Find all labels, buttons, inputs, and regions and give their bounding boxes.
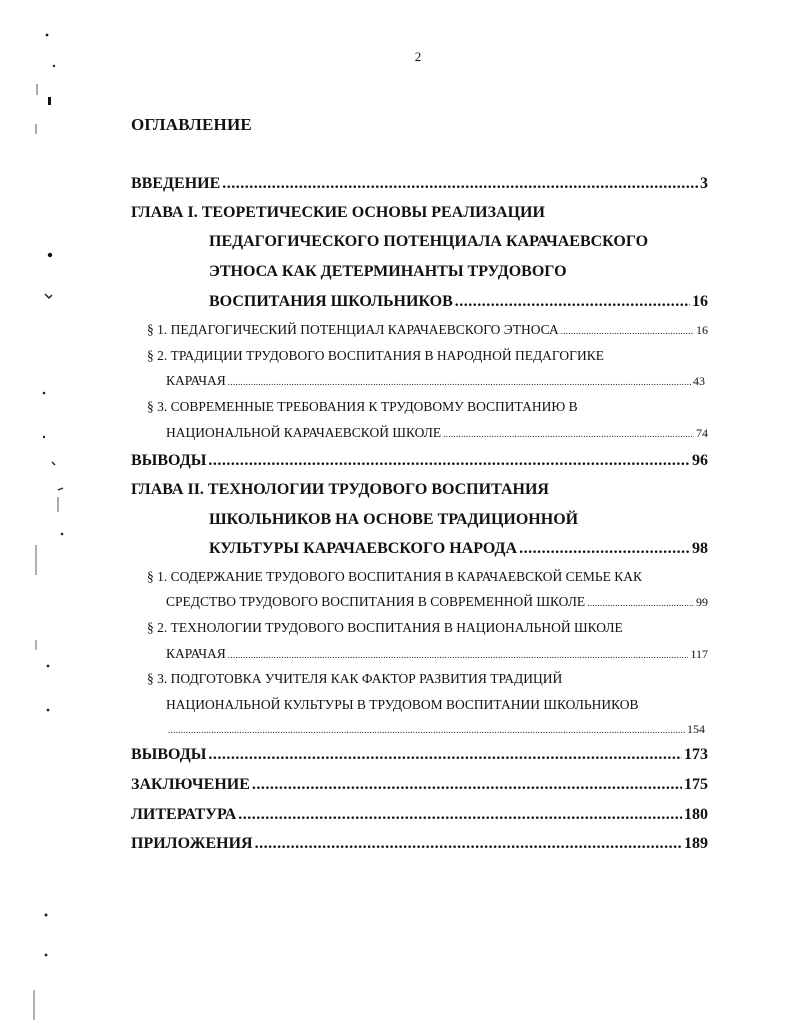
toc-section-line [166, 697, 639, 713]
toc-entry-text: КУЛЬТУРЫ КАРАЧАЕВСКОГО НАРОДА [209, 540, 518, 557]
toc-page-number: 16 [696, 323, 708, 337]
dot-leader [455, 293, 690, 311]
toc-entry-text: § 3. СОВРЕМЕННЫЕ ТРЕБОВАНИЯ К ТРУДОВОМУ ВОСПИТАНИЮ В [147, 399, 578, 414]
scan-margin-specks [0, 0, 80, 1027]
dot-leader [228, 650, 689, 660]
toc-section-line [166, 594, 708, 610]
dot-leader [208, 746, 682, 764]
toc-chapter-line [209, 233, 648, 251]
toc-page-number: 99 [696, 595, 708, 609]
dot-leader [443, 429, 694, 439]
dot-leader [255, 835, 682, 853]
toc-chapter-line [209, 511, 578, 529]
toc-entry-text: ВЫВОДЫ [131, 452, 207, 469]
dot-leader [561, 326, 694, 336]
toc-entry-text: § 2. ТЕХНОЛОГИИ ТРУДОВОГО ВОСПИТАНИЯ В НАЦИОНАЛЬНОЙ ШКОЛЕ [147, 620, 623, 635]
toc-entry-text: ЭТНОСА КАК ДЕТЕРМИНАНТЫ ТРУДОВОГО [209, 263, 567, 280]
page-number: 2 [414, 49, 422, 64]
toc-section-line [147, 569, 642, 585]
toc-page-number: 154 [687, 722, 705, 736]
toc-chapter-line [131, 481, 549, 499]
toc-chapter-line [209, 263, 567, 281]
toc-entry-text: § 1. ПЕДАГОГИЧЕСКИЙ ПОТЕНЦИАЛ КАРАЧАЕВСКОГО ЭТНОСА [147, 322, 559, 337]
toc-chapter-line [131, 776, 708, 794]
toc-chapter-line [209, 540, 708, 558]
toc-page-number: 180 [684, 806, 708, 823]
toc-page-number: 189 [684, 835, 708, 852]
toc-entry-text: § 3. ПОДГОТОВКА УЧИТЕЛЯ КАК ФАКТОР РАЗВИТИЯ ТРАДИЦИЙ [147, 671, 563, 686]
toc-chapter-line [131, 175, 708, 193]
dot-leader [222, 175, 698, 193]
toc-entry-text: ГЛАВА II. ТЕХНОЛОГИИ ТРУДОВОГО ВОСПИТАНИЯ [131, 481, 549, 498]
dot-leader [168, 725, 685, 735]
toc-entry-text: КАРАЧАЯ [166, 646, 226, 661]
toc-chapter-line [209, 293, 708, 311]
toc-section-line [147, 671, 562, 687]
toc-entry-text: ПЕДАГОГИЧЕСКОГО ПОТЕНЦИАЛА КАРАЧАЕВСКОГО [209, 233, 649, 250]
toc-chapter-line [131, 835, 708, 853]
toc-chapter-line [131, 452, 708, 470]
toc-entry-text: КАРАЧАЯ [166, 373, 226, 388]
toc-entry-text: ШКОЛЬНИКОВ НА ОСНОВЕ ТРАДИЦИОННОЙ [209, 511, 579, 528]
toc-entry-text: § 2. ТРАДИЦИИ ТРУДОВОГО ВОСПИТАНИЯ В НАРОДНОЙ ПЕДАГОГИКЕ [147, 348, 604, 363]
toc-page-number: 117 [690, 647, 708, 661]
toc-page-number: 173 [684, 746, 708, 763]
toc-entry-text: ВОСПИТАНИЯ ШКОЛЬНИКОВ [209, 293, 453, 310]
toc-section-line [166, 373, 705, 389]
dot-leader [252, 776, 682, 794]
toc-section-line [166, 646, 708, 662]
toc-entry-text: ЗАКЛЮЧЕНИЕ [131, 776, 250, 793]
toc-entry-text: ЛИТЕРАТУРА [131, 806, 237, 823]
toc-page-number: 98 [692, 540, 708, 557]
toc-section-line [166, 425, 708, 441]
toc-entry-text: ПРИЛОЖЕНИЯ [131, 835, 253, 852]
page-title: ОГЛАВЛЕНИЕ [131, 115, 252, 134]
toc-entry-text: ГЛАВА I. ТЕОРЕТИЧЕСКИЕ ОСНОВЫ РЕАЛИЗАЦИИ [131, 204, 545, 221]
toc-page-number: 43 [693, 374, 705, 388]
toc-section-line [147, 399, 578, 415]
toc-page-number: 74 [696, 426, 708, 440]
toc-entry-text: НАЦИОНАЛЬНОЙ КУЛЬТУРЫ В ТРУДОВОМ ВОСПИТАНИИ ШКОЛЬНИКОВ [166, 697, 639, 712]
toc-page-number: 3 [700, 175, 708, 192]
toc-page-number: 16 [692, 293, 708, 310]
dot-leader [519, 540, 690, 558]
toc-chapter-line [131, 746, 708, 764]
toc-entry-text: НАЦИОНАЛЬНОЙ КАРАЧАЕВСКОЙ ШКОЛЕ [166, 425, 442, 440]
dot-leader [587, 598, 694, 608]
toc-chapter-line [131, 806, 708, 824]
toc-entry-text: СРЕДСТВО ТРУДОВОГО ВОСПИТАНИЯ В СОВРЕМЕННОЙ ШКОЛЕ [166, 594, 586, 609]
toc-chapter-line [131, 204, 545, 222]
toc-section-line [147, 620, 623, 636]
dot-leader [208, 452, 690, 470]
toc-entry-text: ВЫВОДЫ [131, 746, 207, 763]
dot-leader [228, 377, 691, 387]
toc-entry-text: § 1. СОДЕРЖАНИЕ ТРУДОВОГО ВОСПИТАНИЯ В КАРАЧАЕВСКОЙ СЕМЬЕ КАК [147, 569, 643, 584]
toc-entry-text: ВВЕДЕНИЕ [131, 175, 221, 192]
toc-page-number: 96 [692, 452, 708, 469]
toc-section-line [166, 722, 705, 737]
toc-page-number: 175 [684, 776, 708, 793]
toc-section-line [147, 348, 604, 364]
dot-leader [238, 806, 682, 824]
toc-section-line [147, 322, 708, 338]
